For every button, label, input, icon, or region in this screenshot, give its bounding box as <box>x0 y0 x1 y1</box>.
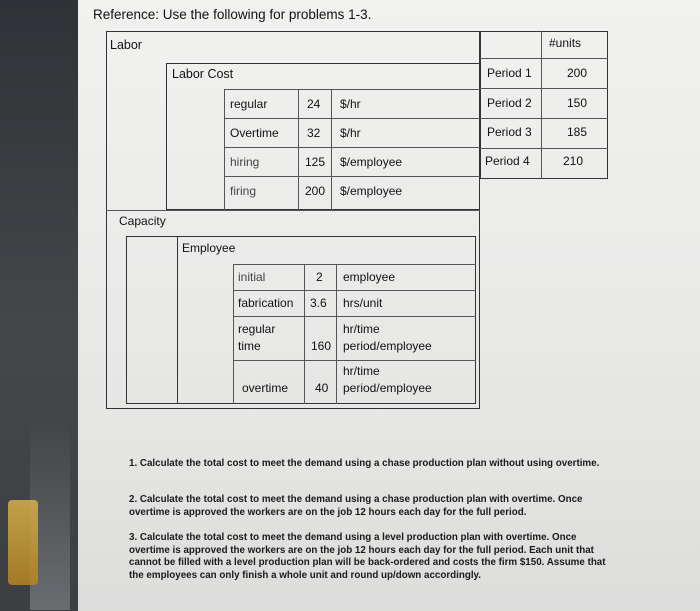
employee-value: 3.6 <box>310 296 327 310</box>
question-3: 3. Calculate the total cost to meet the demand using a level production plan with overtime. Once overtime is approved the workers are on the job 12 hours each day for the full period. Each unit that cannot be filled with a level production plan will be back-ordered and costs the firm $150. Assume that the employees can only finish a whole unit and round up/down accordingly. <box>129 532 606 581</box>
labor-cost-value: 32 <box>307 126 321 140</box>
employee-label: overtime <box>242 381 289 395</box>
employee-unit: hrs/unit <box>343 296 383 310</box>
employee-divider <box>233 264 234 404</box>
employee-value: 2 <box>316 270 323 284</box>
employee-title: Employee <box>182 241 236 255</box>
labor-cost-col-line <box>298 89 299 210</box>
reference-heading: Reference: Use the following for problems 1-3. <box>93 7 372 22</box>
labor-cost-value: 24 <box>307 97 321 111</box>
demand-units: 200 <box>567 66 588 80</box>
employee-col-line <box>304 264 305 404</box>
question-2: 2. Calculate the total cost to meet the demand using a chase production plan with overtime. Once overtime is approved the workers are on the job 12 hours each day for the full period. <box>129 494 583 518</box>
labor-cost-row-line <box>224 118 480 119</box>
labor-cost-label: hiring <box>230 155 260 169</box>
labor-cost-unit: $/hr <box>340 126 361 140</box>
demand-period: Period 4 <box>485 154 530 168</box>
employee-row-line <box>233 290 476 291</box>
demand-period: Period 3 <box>487 125 532 139</box>
labor-cost-label: firing <box>230 184 257 198</box>
labor-cost-divider <box>224 89 225 210</box>
demand-period: Period 1 <box>487 66 532 80</box>
labor-cost-row-line <box>224 176 480 177</box>
labor-cost-value: 200 <box>305 184 326 198</box>
background-object <box>8 500 38 585</box>
employee-unit-line2: period/employee <box>343 339 432 353</box>
labor-cost-label: regular <box>230 97 268 111</box>
demand-col-line <box>541 31 542 179</box>
demand-units: 185 <box>567 125 588 139</box>
capacity-top-line <box>106 210 480 211</box>
labor-cost-unit: $/hr <box>340 97 361 111</box>
demand-row-line <box>480 118 608 119</box>
employee-label: initial <box>238 270 266 284</box>
labor-cost-row-line <box>224 89 480 90</box>
labor-cost-label: Overtime <box>230 126 279 140</box>
employee-value: 160 <box>311 339 332 353</box>
labor-cost-unit: $/employee <box>340 155 403 169</box>
employee-label-line1: regular <box>238 322 276 336</box>
labor-cost-col-line <box>331 89 332 210</box>
employee-label-line2: time <box>238 339 261 353</box>
labor-cost-value: 125 <box>305 155 326 169</box>
demand-units: 210 <box>563 154 584 168</box>
employee-row-line <box>233 360 476 361</box>
employee-label: fabrication <box>238 296 294 310</box>
employee-unit-line1: hr/time <box>343 364 380 378</box>
labor-cost-title: Labor Cost <box>172 67 234 81</box>
background-edge <box>0 0 78 611</box>
demand-row-line <box>480 88 608 89</box>
employee-unit: employee <box>343 270 396 284</box>
demand-row-line <box>480 148 608 149</box>
demand-row-line <box>480 58 608 59</box>
employee-unit-line1: hr/time <box>343 322 380 336</box>
labor-cost-row-line <box>224 147 480 148</box>
employee-row-line <box>233 264 476 265</box>
employee-table <box>177 236 476 404</box>
employee-row-line <box>233 316 476 317</box>
demand-period: Period 2 <box>487 96 532 110</box>
employee-unit-line2: period/employee <box>343 381 432 395</box>
capacity-title: Capacity <box>119 214 166 228</box>
employee-col-line <box>336 264 337 404</box>
demand-units-header: #units <box>549 36 582 50</box>
labor-title: Labor <box>110 38 142 52</box>
question-1: 1. Calculate the total cost to meet the demand using a chase production plan without using overtime. <box>129 458 600 469</box>
employee-value: 40 <box>315 381 329 395</box>
labor-cost-unit: $/employee <box>340 184 403 198</box>
demand-units: 150 <box>567 96 588 110</box>
